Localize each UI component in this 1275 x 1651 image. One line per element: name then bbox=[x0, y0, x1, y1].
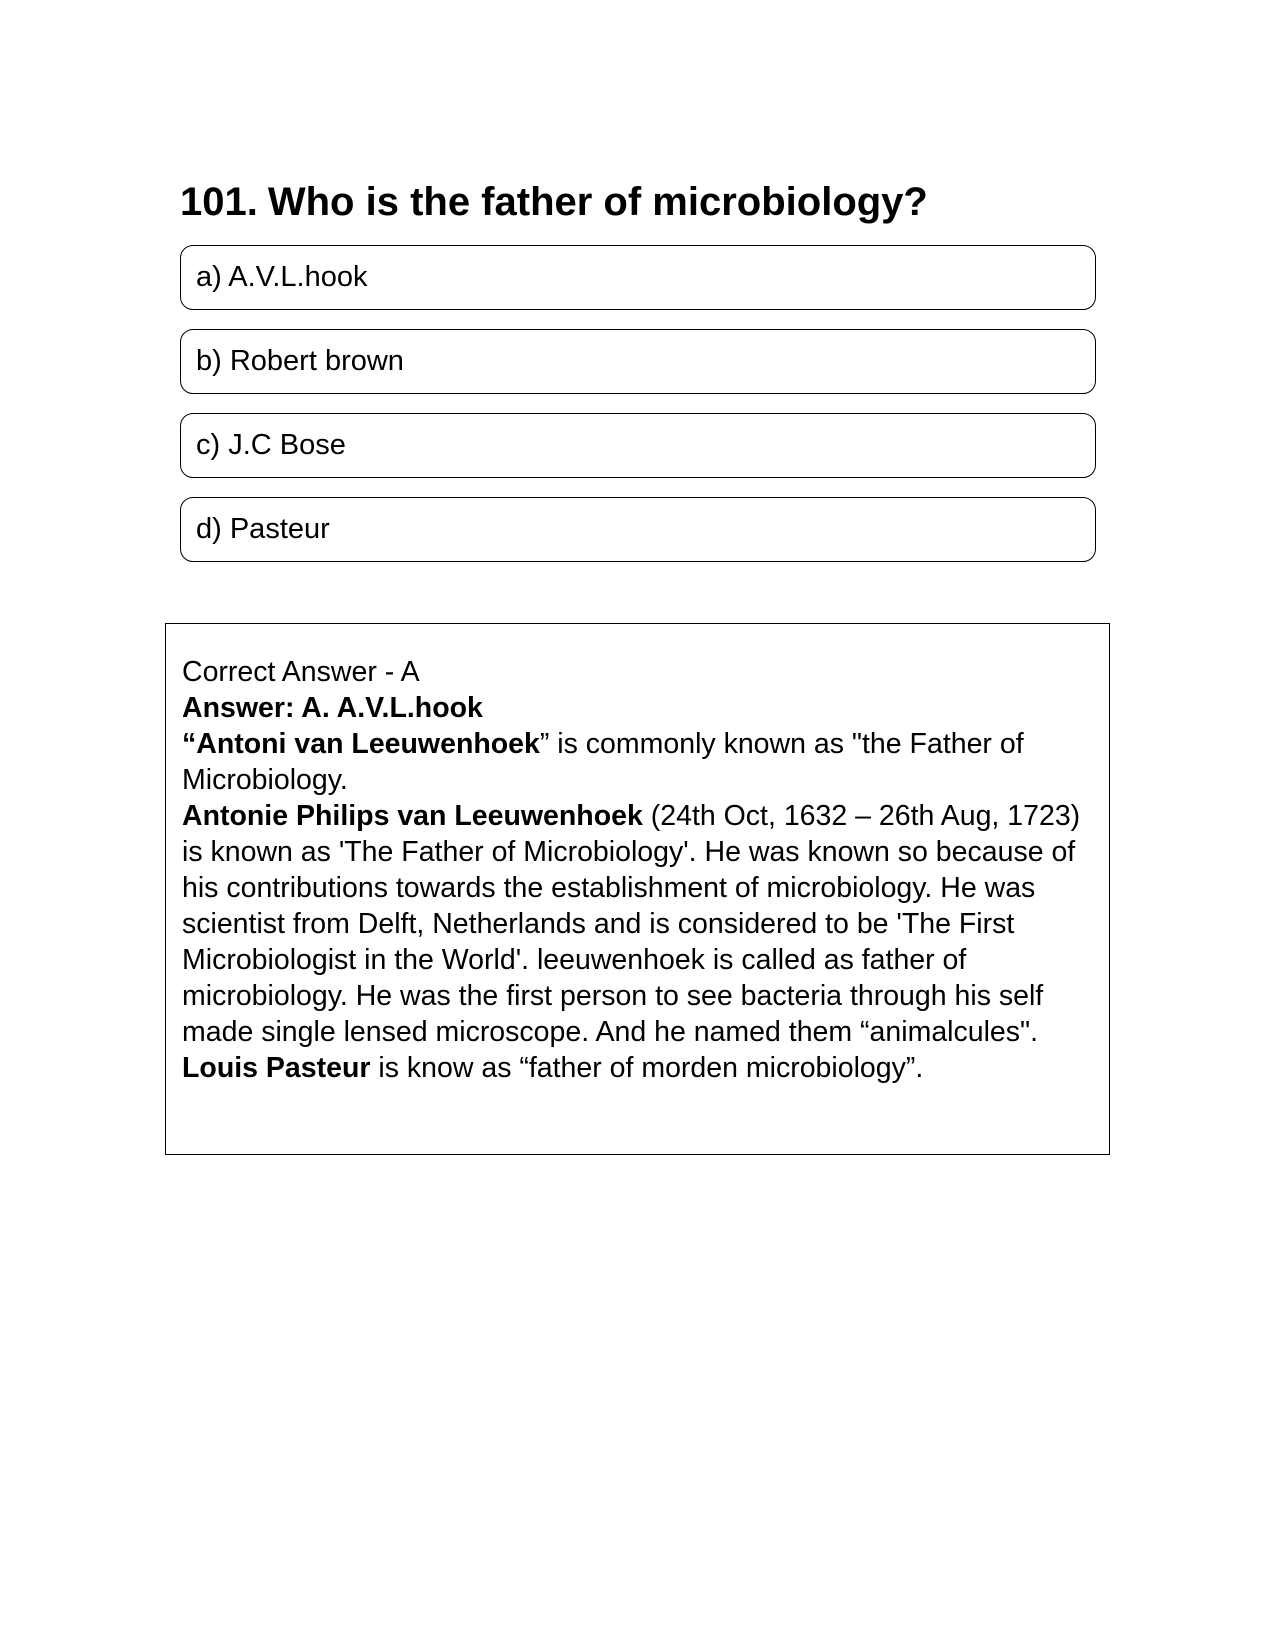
explanation-text-3: is know as “father of morden microbiology”. bbox=[370, 1052, 924, 1084]
answer-explanation-box bbox=[165, 623, 1110, 1155]
question-number: 101. bbox=[180, 180, 258, 224]
leeuwenhoek-name-bold: “Antoni van Leeuwenhoek bbox=[182, 728, 540, 760]
answer-line: Answer: A. A.V.L.hook bbox=[182, 692, 483, 724]
explanation-text-2: (24th Oct, 1632 – 26th Aug, 1723) is known as 'The Father of Microbiology'. He was known so because of his contributions towards the establishment of microbiology. He was scientist from Delft, Netherlands and is considered to be 'The First Microbiologist in the World'. leeuwenhoek is called as father of microbiology. He was the first person to see bacteria through his self made single lensed microscope. And he named them “animalcules". bbox=[182, 800, 1081, 1048]
full-name-bold: Antonie Philips van Leeuwenhoek bbox=[182, 800, 643, 832]
pasteur-name-bold: Louis Pasteur bbox=[182, 1052, 371, 1084]
question-text: Who is the father of microbiology? bbox=[267, 180, 928, 224]
option-c[interactable]: c) J.C Bose bbox=[180, 413, 1096, 478]
correct-answer-line: Correct Answer - A bbox=[182, 656, 420, 688]
explanation-text-1: ” is commonly known as "the Father of Microbiology. bbox=[182, 728, 1024, 796]
option-b[interactable]: b) Robert brown bbox=[180, 329, 1096, 394]
option-a[interactable]: a) A.V.L.hook bbox=[180, 245, 1096, 310]
option-d[interactable]: d) Pasteur bbox=[180, 497, 1096, 562]
question-title bbox=[180, 178, 928, 226]
explanation-paragraph-2 bbox=[182, 798, 1093, 1086]
explanation-paragraph-1 bbox=[182, 726, 1093, 798]
